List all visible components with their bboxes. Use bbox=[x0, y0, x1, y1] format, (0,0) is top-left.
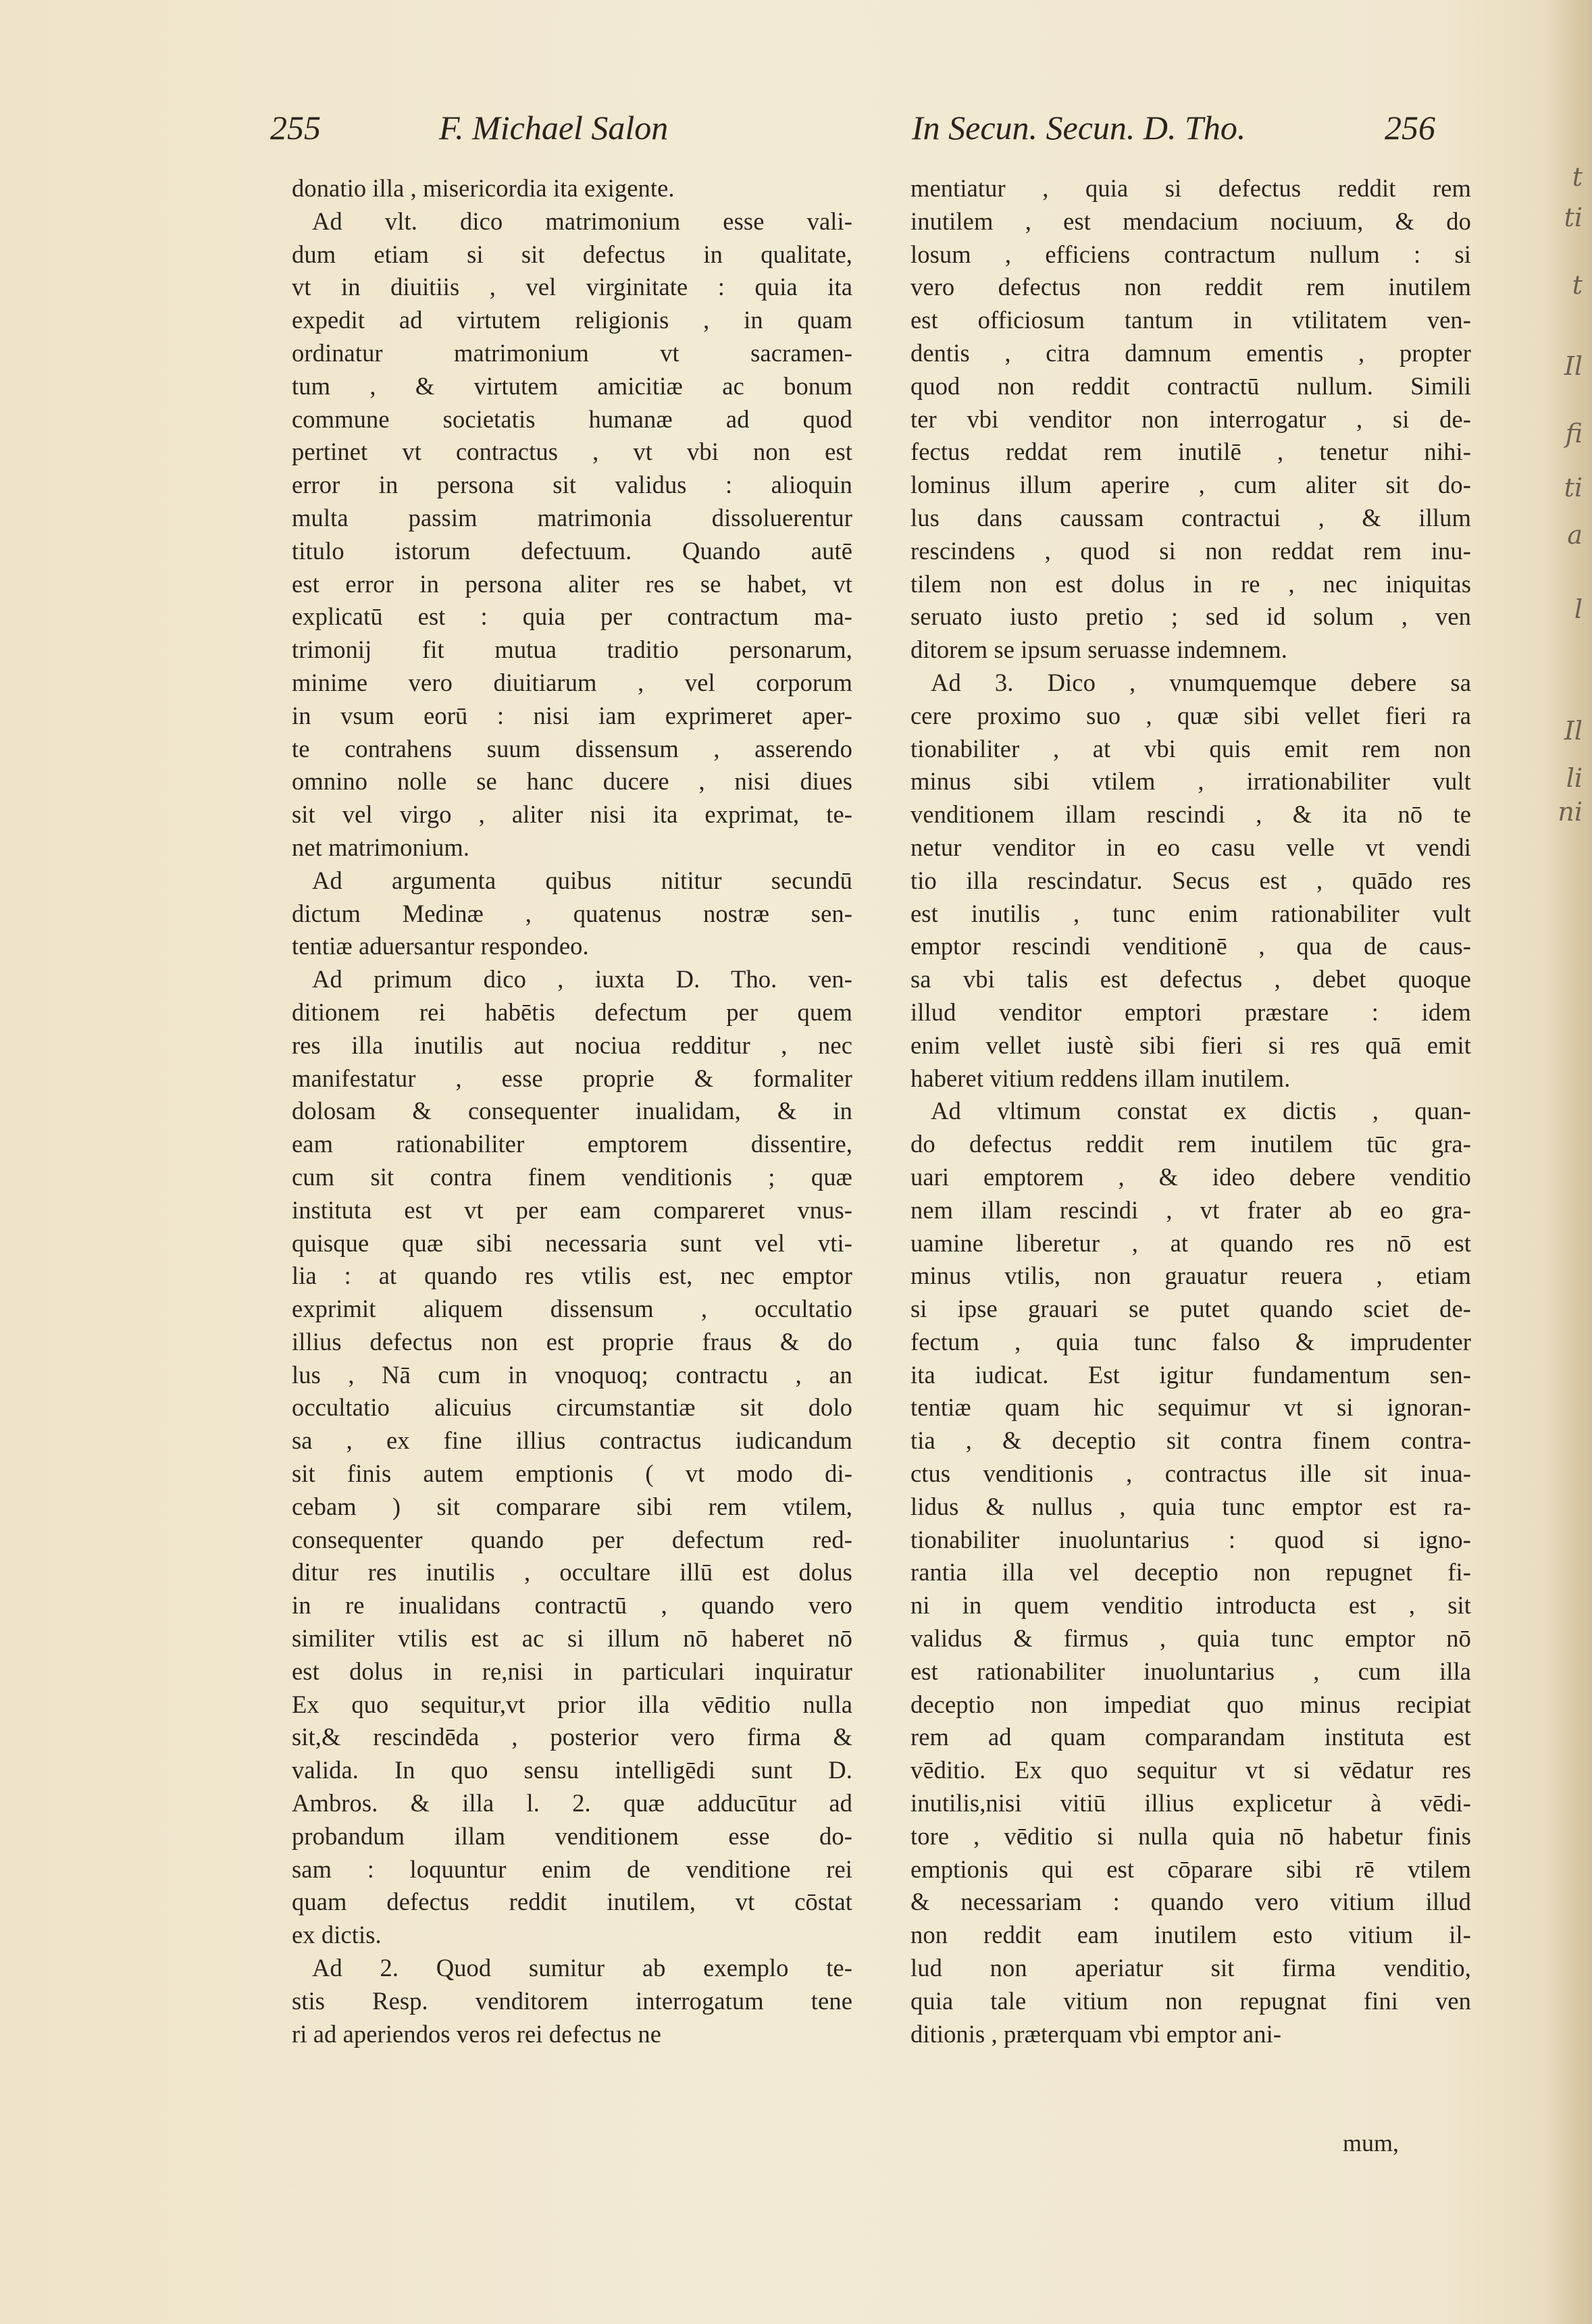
bleed-glyph: Il bbox=[1564, 351, 1583, 381]
text-line: valida. In quo sensu intelligēdi sunt D. bbox=[292, 1756, 852, 1784]
text-line: vēditio. Ex quo sequitur vt si vēdatur res bbox=[910, 1756, 1471, 1784]
text-line: ni in quem venditio introducta est , sit bbox=[910, 1591, 1471, 1620]
text-line: ditorem se ipsum seruasse indemnem. bbox=[910, 636, 1287, 664]
text-line: Ad 2. Quod sumitur ab exemplo te- bbox=[312, 1954, 852, 1982]
text-line: lidus & nullus , quia tunc emptor est ra- bbox=[910, 1492, 1471, 1520]
text-line: fectus reddat rem inutilē , tenetur nihi- bbox=[910, 438, 1471, 466]
text-line: Ad 3. Dico , vnumquemque debere sa bbox=[931, 668, 1471, 696]
text-line: ctus venditionis , contractus ille sit inua- bbox=[910, 1460, 1471, 1488]
text-line: cebam ) sit comparare sibi rem vtilem, bbox=[292, 1492, 852, 1520]
text-line: rem ad quam comparandam instituta est bbox=[910, 1723, 1471, 1751]
author-header: F. Michael Salon bbox=[439, 109, 669, 147]
text-line: lud non aperiatur sit firma venditio, bbox=[910, 1954, 1471, 1982]
text-line: & necessariam : quando vero vitium illud bbox=[910, 1888, 1471, 1916]
text-line: tentiæ quam hic sequimur vt si ignoran- bbox=[910, 1393, 1471, 1422]
bleed-glyph: fi bbox=[1565, 419, 1583, 448]
text-line: sa , ex fine illius contractus iudicandum bbox=[292, 1426, 852, 1455]
text-line: explicatū est : quia per contractum ma- bbox=[292, 602, 852, 631]
text-line: emptionis qui est cōparare sibi rē vtilem bbox=[910, 1855, 1471, 1883]
text-line: minus vtilis, non grauatur reuera , etiam bbox=[910, 1262, 1471, 1290]
text-line: quia tale vitium non repugnat fini ven bbox=[910, 1986, 1471, 2015]
text-line: expedit ad virtutem religionis , in quam bbox=[292, 306, 852, 334]
text-line: cum sit contra finem venditionis ; quæ bbox=[292, 1162, 852, 1191]
text-line: lia : at quando res vtilis est, nec emptor bbox=[292, 1262, 852, 1290]
text-line: non reddit eam inutilem esto vitium il- bbox=[910, 1921, 1471, 1949]
text-line: dolosam & consequenter inualidam, & in bbox=[292, 1097, 852, 1125]
bleed-glyph: a bbox=[1567, 520, 1583, 550]
text-line: minus sibi vtilem , irrationabiliter vult bbox=[910, 767, 1471, 796]
text-line: est officiosum tantum in vtilitatem ven- bbox=[910, 306, 1471, 334]
text-line: do defectus reddit rem inutilem tūc gra- bbox=[910, 1130, 1471, 1158]
text-line: probandum illam venditionem esse do- bbox=[292, 1822, 852, 1850]
text-line: pertinet vt contractus , vt vbi non est bbox=[292, 438, 852, 466]
text-line: eam rationabiliter emptorem dissentire, bbox=[292, 1130, 852, 1158]
text-line: ordinatur matrimonium vt sacramen- bbox=[292, 338, 852, 367]
text-line: tilem non est dolus in re , nec iniquitas bbox=[910, 569, 1471, 598]
text-line: cere proximo suo , quæ sibi vellet fieri ra bbox=[910, 701, 1471, 729]
text-line: uari emptorem , & ideo debere venditio bbox=[910, 1162, 1471, 1191]
text-line: ter vbi venditor non interrogatur , si de- bbox=[910, 405, 1471, 433]
text-line: dum etiam si sit defectus in qualitate, bbox=[292, 240, 852, 268]
text-line: est rationabiliter inuoluntarius , cum illa bbox=[910, 1657, 1471, 1685]
bleed-glyph: li bbox=[1566, 763, 1583, 793]
text-line: quod non reddit contractū nullum. Simili bbox=[910, 371, 1471, 400]
text-line: sam : loquuntur enim de venditione rei bbox=[292, 1855, 852, 1883]
text-line: sit vel virgo , aliter nisi ita exprimat, te- bbox=[292, 800, 852, 829]
text-line: commune societatis humanæ ad quod bbox=[292, 405, 852, 433]
text-line: Ad argumenta quibus nititur secundū bbox=[312, 866, 852, 894]
text-line: tionabiliter , at vbi quis emit rem non bbox=[910, 734, 1471, 763]
text-line: occultatio alicuius circumstantiæ sit dolo bbox=[292, 1393, 852, 1422]
text-line: te contrahens suum dissensum , asserendo bbox=[292, 734, 852, 763]
text-line: venditionem illam rescindi , & ita nō te bbox=[910, 800, 1471, 829]
text-line: est inutilis , tunc enim rationabiliter vult bbox=[910, 899, 1471, 927]
text-line: haberet vitium reddens illam inutilem. bbox=[910, 1064, 1291, 1092]
text-line: rescindens , quod si non reddat rem inu- bbox=[910, 536, 1471, 565]
text-line: Ex quo sequitur,vt prior illa vēditio nulla bbox=[292, 1690, 852, 1718]
text-line: donatio illa , misericordia ita exigente. bbox=[292, 174, 675, 202]
text-line: multa passim matrimonia dissoluerentur bbox=[292, 503, 852, 532]
text-line: deceptio non impediat quo minus recipiat bbox=[910, 1690, 1471, 1718]
facing-page-edge bbox=[1545, 0, 1592, 2324]
catchword: mum, bbox=[1343, 2129, 1400, 2157]
right-column bbox=[910, 172, 1471, 2050]
text-line: illud venditor emptori præstare : idem bbox=[910, 998, 1471, 1026]
bleed-glyph: Il bbox=[1564, 716, 1583, 746]
running-title: In Secun. Secun. D. Tho. bbox=[912, 109, 1246, 147]
text-line: ri ad aperiendos veros rei defectus ne bbox=[292, 2019, 662, 2048]
text-line: quisque quæ sibi necessaria sunt vel vti- bbox=[292, 1229, 852, 1257]
text-line: Ad vlt. dico matrimonium esse vali- bbox=[312, 207, 852, 235]
text-line: tionabiliter inuoluntarius : quod si igno- bbox=[910, 1525, 1471, 1553]
text-line: inutilis,nisi vitiū illius explicetur à vēdi- bbox=[910, 1789, 1471, 1817]
text-line: losum , efficiens contractum nullum : si bbox=[910, 240, 1471, 268]
text-line: stis Resp. venditorem interrogatum tene bbox=[292, 1986, 852, 2015]
text-line: inutilem , est mendacium nociuum, & do bbox=[910, 207, 1471, 235]
text-line: fectum , quia tunc falso & imprudenter bbox=[910, 1327, 1471, 1355]
bleed-glyph: ti bbox=[1564, 473, 1583, 502]
text-line: rantia illa vel deceptio non repugnet fi- bbox=[910, 1558, 1471, 1586]
text-line: error in persona sit validus : alioquin bbox=[292, 471, 852, 499]
text-line: lominus illum aperire , cum aliter sit do- bbox=[910, 471, 1471, 499]
text-line: tia , & deceptio sit contra finem contra- bbox=[910, 1426, 1471, 1455]
text-line: ditur res inutilis , occultare illū est dolus bbox=[292, 1558, 852, 1586]
text-line: Ambros. & illa l. 2. quæ adducūtur ad bbox=[292, 1789, 852, 1817]
text-line: net matrimonium. bbox=[292, 833, 470, 861]
bleed-glyph: t bbox=[1572, 162, 1583, 192]
text-line: lus dans caussam contractui , & illum bbox=[910, 503, 1471, 532]
left-column bbox=[292, 172, 852, 2050]
text-line: uamine liberetur , at quando res nō est bbox=[910, 1229, 1471, 1257]
text-line: validus & firmus , quia tunc emptor nō bbox=[910, 1624, 1471, 1653]
text-line: est error in persona aliter res se habet, vt bbox=[292, 569, 852, 598]
text-line: Ad primum dico , iuxta D. Tho. ven- bbox=[312, 965, 852, 993]
text-line: est dolus in re,nisi in particulari inquiratur bbox=[292, 1657, 852, 1685]
text-line: dictum Medinæ , quatenus nostræ sen- bbox=[292, 899, 852, 927]
text-line: tio illa rescindatur. Secus est , quādo res bbox=[910, 866, 1471, 894]
text-line: tore , vēditio si nulla quia nō habetur finis bbox=[910, 1822, 1471, 1850]
text-line: ita iudicat. Est igitur fundamentum sen- bbox=[910, 1360, 1471, 1389]
text-line: manifestatur , esse proprie & formaliter bbox=[292, 1064, 852, 1092]
text-line: instituta est vt per eam compareret vnus- bbox=[292, 1195, 852, 1224]
text-line: nem illam rescindi , vt frater ab eo gra- bbox=[910, 1195, 1471, 1224]
text-line: si ipse grauari se putet quando sciet de- bbox=[910, 1295, 1471, 1323]
text-line: trimonij fit mutua traditio personarum, bbox=[292, 636, 852, 664]
text-line: ditionem rei habētis defectum per quem bbox=[292, 998, 852, 1026]
text-line: lus , Nā cum in vnoquoq; contractu , an bbox=[292, 1360, 852, 1389]
text-line: sa vbi talis est defectus , debet quoque bbox=[910, 965, 1471, 993]
text-line: emptor rescindi venditionē , qua de caus- bbox=[910, 932, 1471, 960]
text-line: mentiatur , quia si defectus reddit rem bbox=[910, 174, 1471, 202]
text-line: Ad vltimum constat ex dictis , quan- bbox=[931, 1097, 1471, 1125]
text-line: similiter vtilis est ac si illum nō haberet nō bbox=[292, 1624, 852, 1653]
text-line: omnino nolle se hanc ducere , nisi diues bbox=[292, 767, 852, 796]
text-line: in vsum eorū : nisi iam exprimeret aper- bbox=[292, 701, 852, 729]
text-line: res illa inutilis aut nociua redditur , nec bbox=[292, 1031, 852, 1059]
text-line: in re inualidans contractū , quando vero bbox=[292, 1591, 852, 1620]
text-line: sit,& rescindēda , posterior vero firma & bbox=[292, 1723, 852, 1751]
text-line: dentis , citra damnum ementis , propter bbox=[910, 338, 1471, 367]
text-line: tum , & virtutem amicitiæ ac bonum bbox=[292, 371, 852, 400]
text-line: tentiæ aduersantur respondeo. bbox=[292, 932, 589, 960]
bleed-glyph: l bbox=[1574, 594, 1583, 624]
text-line: vt in diuitiis , vel virginitate : quia ita bbox=[292, 273, 852, 301]
text-line: ex dictis. bbox=[292, 1921, 382, 1949]
text-line: vero defectus non reddit rem inutilem bbox=[910, 273, 1471, 301]
bleed-glyph: t bbox=[1572, 270, 1583, 300]
bleed-glyph: ti bbox=[1564, 203, 1583, 232]
page-number-right: 256 bbox=[1385, 109, 1435, 147]
text-line: seruato iusto pretio ; sed id solum , ven bbox=[910, 602, 1471, 631]
text-line: minime vero diuitiarum , vel corporum bbox=[292, 668, 852, 696]
text-line: quam defectus reddit inutilem, vt cōstat bbox=[292, 1888, 852, 1916]
text-line: titulo istorum defectuum. Quando autē bbox=[292, 536, 852, 565]
text-line: consequenter quando per defectum red- bbox=[292, 1525, 852, 1553]
text-line: ditionis , præterquam vbi emptor ani- bbox=[910, 2019, 1282, 2048]
bleed-glyph: ni bbox=[1558, 797, 1583, 827]
text-line: sit finis autem emptionis ( vt modo di- bbox=[292, 1460, 852, 1488]
text-line: exprimit aliquem dissensum , occultatio bbox=[292, 1295, 852, 1323]
text-line: illius defectus non est proprie fraus & do bbox=[292, 1327, 852, 1355]
text-line: enim vellet iustè sibi fieri si res quā emit bbox=[910, 1031, 1471, 1059]
text-line: netur venditor in eo casu velle vt vendi bbox=[910, 833, 1471, 861]
page-number-left: 255 bbox=[270, 109, 321, 147]
running-header bbox=[270, 108, 1445, 169]
